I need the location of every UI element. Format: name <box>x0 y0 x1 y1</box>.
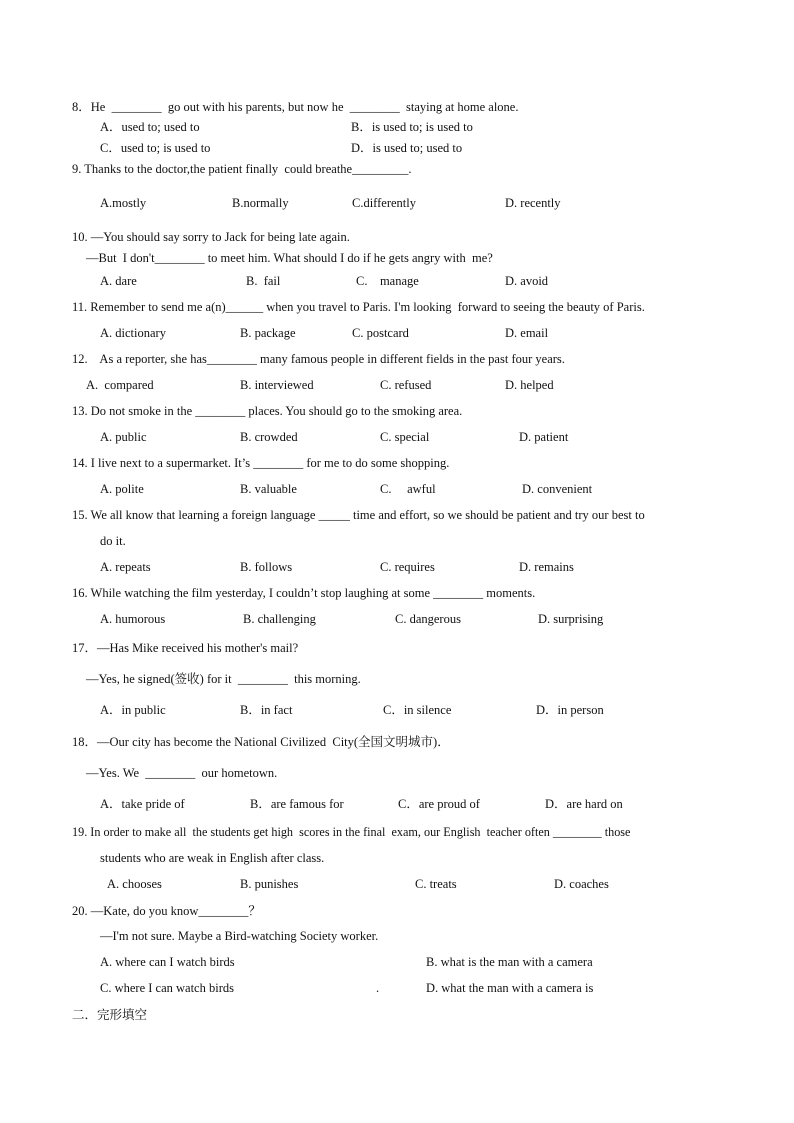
question-12-stem: 12. As a reporter, she has________ many famous people in different fields in the past four years. <box>72 352 565 366</box>
question-16-option-a: A. humorous <box>100 612 166 626</box>
question-17-stem: 17．—Has Mike received his mother's mail? <box>72 641 299 655</box>
question-12-option-d: D. helped <box>505 378 554 392</box>
question-9-option-d: D. recently <box>505 196 561 210</box>
question-13-option-c: C. special <box>380 430 430 444</box>
question-8-option-d: D．is used to; used to <box>351 141 463 155</box>
question-14-option-a: A. polite <box>100 482 144 496</box>
question-8-option-b: B．is used to; is used to <box>351 120 473 134</box>
question-19-option-d: D. coaches <box>554 877 609 891</box>
question-15-stem: 15. We all know that learning a foreign language _____ time and effort, so we should be patient and try our best to <box>72 508 645 522</box>
question-17-option-d: D．in person <box>536 703 604 717</box>
question-9-stem: 9. Thanks to the doctor,the patient finally could breathe_________. <box>72 162 412 176</box>
question-18-stem: 18．—Our city has become the National Civilized City(全国文明城市)． <box>72 735 450 749</box>
question-10-stem: 10. —You should say sorry to Jack for being late again. <box>72 230 350 244</box>
question-17-option-b: B．in fact <box>240 703 293 717</box>
question-11-option-b: B. package <box>240 326 296 340</box>
question-17-option-c: C．in silence <box>383 703 452 717</box>
question-19-option-c: C. treats <box>415 877 457 891</box>
question-8-option-c: C．used to; is used to <box>100 141 211 155</box>
question-20-option-a: A. where can I watch birds <box>100 955 235 969</box>
question-12-option-b: B. interviewed <box>240 378 314 392</box>
section-heading: 二．完形填空 <box>72 1007 148 1022</box>
question-10-option-a: A. dare <box>100 274 137 288</box>
question-14-option-b: B. valuable <box>240 482 297 496</box>
question-14-stem: 14. I live next to a supermarket. It’s ________ for me to do some shopping. <box>72 456 450 470</box>
question-20-option-c: C. where I can watch birds <box>100 981 234 995</box>
question-19-option-a: A. chooses <box>107 877 162 891</box>
question-16-stem: 16. While watching the film yesterday, I couldn’t stop laughing at some ________ moments. <box>72 586 536 600</box>
question-18-option-b: B．are famous for <box>250 797 344 811</box>
question-15-option-c: C. requires <box>380 560 435 574</box>
question-12-option-a: A. compared <box>86 378 154 392</box>
question-8-option-a: A．used to; used to <box>100 120 200 134</box>
question-13-option-a: A. public <box>100 430 147 444</box>
question-15-option-b: B. follows <box>240 560 293 574</box>
question-19-stem-continued: students who are weak in English after class. <box>100 851 325 865</box>
question-10-option-b: B. fail <box>246 274 281 288</box>
question-9-option-b: B.normally <box>232 196 289 210</box>
question-20-reply: —I'm not sure. Maybe a Bird-watching Society worker. <box>100 929 379 943</box>
question-19-option-b: B. punishes <box>240 877 299 891</box>
question-20-stem: 20. —Kate, do you know________？ <box>72 904 261 918</box>
question-9-option-c: C.differently <box>352 196 416 210</box>
question-10-reply: —But I don't________ to meet him. What should I do if he gets angry with me? <box>86 251 493 265</box>
question-12-option-c: C. refused <box>380 378 432 392</box>
question-9-option-a: A.mostly <box>100 196 147 210</box>
question-17-option-a: A．in public <box>100 703 166 717</box>
question-18-option-c: C．are proud of <box>398 797 480 811</box>
question-20-option-d: D. what the man with a camera is <box>426 981 594 995</box>
question-10-option-d: D. avoid <box>505 274 549 288</box>
question-16-option-c: C. dangerous <box>395 612 461 626</box>
question-16-option-d: D. surprising <box>538 612 604 626</box>
question-13-stem: 13. Do not smoke in the ________ places. You should go to the smoking area. <box>72 404 463 418</box>
question-13-option-b: B. crowded <box>240 430 298 444</box>
question-8-stem: 8．He ________ go out with his parents, but now he ________ staying at home alone. <box>72 100 519 114</box>
question-15-stem-continued: do it. <box>100 534 126 548</box>
question-15-option-a: A. repeats <box>100 560 151 574</box>
question-16-option-b: B. challenging <box>243 612 316 626</box>
question-10-option-c: C. manage <box>356 274 419 288</box>
question-18-option-a: A．take pride of <box>100 797 185 811</box>
stray-dot-mark: . <box>376 981 380 995</box>
question-15-option-d: D. remains <box>519 560 574 574</box>
question-11-option-c: C. postcard <box>352 326 409 340</box>
question-14-option-c: C. awful <box>380 482 436 496</box>
question-11-option-d: D. email <box>505 326 549 340</box>
question-11-stem: 11. Remember to send me a(n)______ when you travel to Paris. I'm looking forward to seeing the beauty of Paris. <box>72 300 645 314</box>
question-17-reply: —Yes, he signed(签收) for it ________ this morning. <box>86 672 361 686</box>
question-20-option-b: B. what is the man with a camera <box>426 955 593 969</box>
question-19-stem: 19. In order to make all the students get high scores in the final exam, our English teacher often ________ those <box>72 825 631 839</box>
question-18-reply: —Yes. We ________ our hometown. <box>86 766 278 780</box>
question-14-option-d: D. convenient <box>522 482 593 496</box>
question-11-option-a: A. dictionary <box>100 326 166 340</box>
question-13-option-d: D. patient <box>519 430 569 444</box>
question-18-option-d: D．are hard on <box>545 797 623 811</box>
